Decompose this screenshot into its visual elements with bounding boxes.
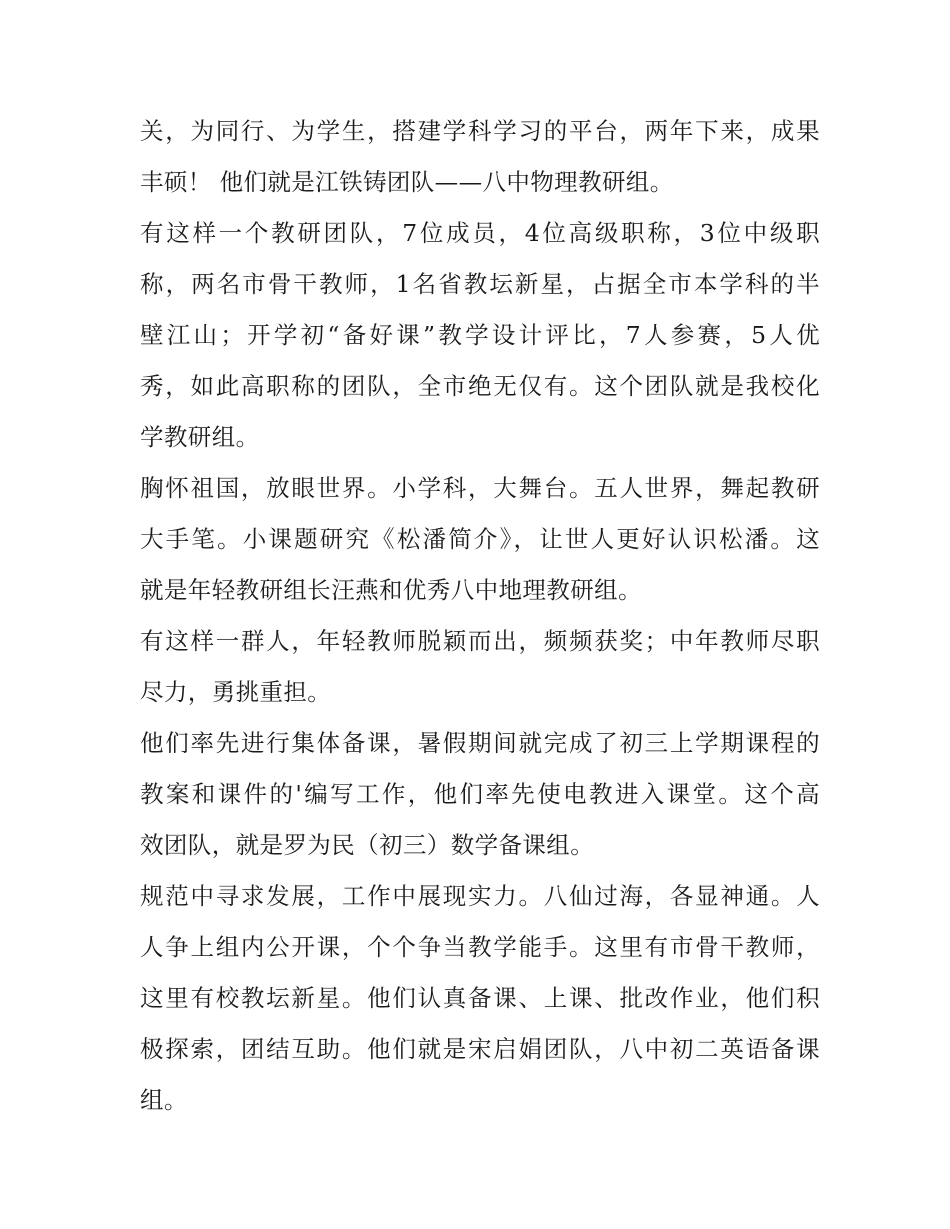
paragraph-english-team bbox=[140, 871, 820, 1126]
text-line: 有这样一个教研团队，7位成员，4位高级职称，3位中级职 bbox=[140, 219, 820, 247]
text-line: 人争上组内公开课，个个争当教学能手。这里有市骨干教师， bbox=[140, 933, 820, 961]
text-line: 尽力，勇挑重担。 bbox=[140, 678, 332, 706]
text-line: 胸怀祖国，放眼世界。小学科，大舞台。五人世界，舞起教研 bbox=[140, 474, 820, 502]
paragraph-geography-team bbox=[140, 463, 820, 616]
document-body bbox=[140, 106, 820, 1126]
paragraph-chemistry-team bbox=[140, 208, 820, 463]
text-line: 称，两名市骨干教师，1名省教坛新星，占据全市本学科的半 bbox=[140, 270, 820, 298]
text-line: 这里有校教坛新星。他们认真备课、上课、批改作业，他们积 bbox=[140, 984, 820, 1012]
text-line: 规范中寻求发展，工作中展现实力。八仙过海，各显神通。人 bbox=[140, 882, 820, 910]
text-line: 有这样一群人，年轻教师脱颖而出，频频获奖；中年教师尽职 bbox=[140, 627, 820, 655]
text-line: 关，为同行、为学生，搭建学科学习的平台，两年下来，成果 bbox=[140, 117, 820, 145]
paragraph-young-teachers bbox=[140, 616, 820, 718]
text-line: 组。 bbox=[140, 1086, 188, 1114]
text-line: 秀，如此高职称的团队，全市绝无仅有。这个团队就是我校化 bbox=[140, 372, 820, 400]
text-line: 效团队，就是罗为民（初三）数学备课组。 bbox=[140, 831, 595, 859]
text-line: 极探索，团结互助。他们就是宋启娟团队，八中初二英语备课 bbox=[140, 1035, 820, 1063]
text-line: 他们率先进行集体备课，暑假期间就完成了初三上学期课程的 bbox=[140, 729, 820, 757]
text-line: 丰硕！ 他们就是江铁铸团队——八中物理教研组。 bbox=[140, 168, 674, 196]
paragraph-math-team bbox=[140, 718, 820, 871]
text-line: 教案和课件的'编写工作，他们率先使电教进入课堂。这个高 bbox=[140, 780, 820, 808]
text-line: 大手笔。小课题研究《松潘简介》，让世人更好认识松潘。这 bbox=[140, 525, 820, 553]
text-line: 学教研组。 bbox=[140, 423, 260, 451]
paragraph-physics-team bbox=[140, 106, 820, 208]
text-line: 壁江山；开学初“备好课”教学设计评比，7人参赛，5人优 bbox=[140, 321, 820, 349]
text-line: 就是年轻教研组长汪燕和优秀八中地理教研组。 bbox=[140, 576, 642, 604]
